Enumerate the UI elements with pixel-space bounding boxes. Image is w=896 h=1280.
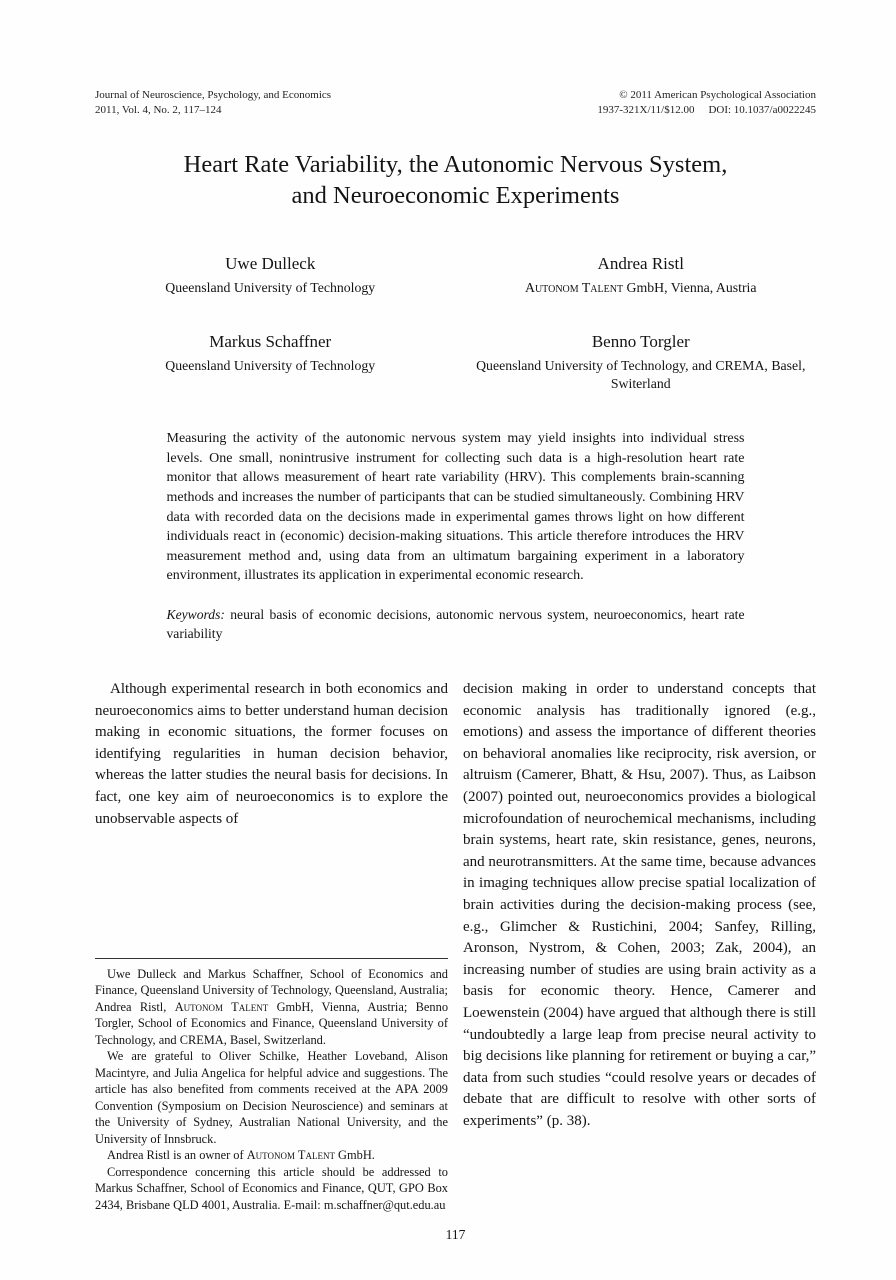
author-note-acknowledgments: We are grateful to Oliver Schilke, Heather Loveband, Alison Macintyre, and Julia Angelica for helpful advice and suggestions. The article has also benefited from comments received at the APA 2009 Convention (Symposium on Decision Neuroscience) and seminars at the University of Sydney, Australian National University, and the University of Innsbruck. [95, 1049, 448, 1146]
paper-title [95, 149, 816, 212]
journal-name: Journal of Neuroscience, Psychology, and Economics [95, 89, 332, 101]
author-note-text: Andrea Ristl is an owner of [107, 1148, 247, 1163]
author-note-text: GmbH, Vienna, Austria; Benno Torgler, School of Economics and Finance, Queensland University of Technology, and CREMA, Basel, Switzerland. [95, 999, 449, 1047]
author-block [95, 254, 816, 394]
author-entry [466, 332, 817, 393]
author-name: Markus Schaffner [209, 332, 332, 352]
issn-text: 1937-321X/11/$12.00 [597, 104, 695, 117]
running-head-right [597, 88, 816, 119]
author-note-disclosure [95, 1147, 448, 1164]
author-affiliation: Queensland University of Technology [165, 358, 376, 374]
author-entry [95, 254, 446, 297]
author-note-text: GmbH. [334, 1148, 375, 1163]
author-affiliation: Queensland University of Technology [165, 279, 376, 295]
author-entry [466, 254, 817, 297]
keywords-text: neural basis of economic decisions, autonomic nervous system, neuroeconomics, heart rate variability [166, 607, 745, 642]
journal-volume-line: 2011, Vol. 4, No. 2, 117–124 [95, 104, 222, 117]
paper-title-line2: and Neuroeconomic Experiments [291, 182, 620, 210]
running-head [95, 88, 816, 119]
body-columns [95, 679, 816, 1213]
copyright-line: © 2011 American Psychological Association [619, 89, 816, 101]
body-column-right [463, 679, 816, 1213]
author-note-smallcaps: Autonom Talent [174, 999, 269, 1014]
author-name: Benno Torgler [591, 332, 690, 352]
body-paragraph-right: decision making in order to understand concepts that economic analysis has traditionally ignored (e.g., emotions) and assess the importance of different theories on behavioral anomalies like reciprocity, risk aversion, or altruism (Camerer, Bhatt, & Hsu, 2007). Thus, as Laibson (2007) pointed out, neuroeconomics provides a biological microfoundation of neurochemical mechanisms, including brain systems, heart rate, skin resistance, genes, neurons, and neurotransmitters. At the same time, because advances in imaging techniques allow precise spatial localization of brain activities during the decision-making process (see, e.g., Glimcher & Rustichini, 2004; Sanfey, Rilling, Aronson, Nystrom, & Cohen, 2003; Zak, 2004), an increasing number of studies are using brain activity as a basis for economic theory. Hence, Camerer and Loewenstein (2004) have argued that although there is still “undoubtedly a large leap from precise neural activity to big decisions like planning for retirement or buying a car,” data from such studies “could resolve years or decades of debate that are difficult to resolve with other sorts of experiments” (p. 38). [463, 681, 816, 1129]
body-column-left [95, 679, 448, 1213]
author-note [95, 958, 448, 1214]
doi-text: DOI: 10.1037/a0022245 [708, 104, 816, 117]
abstract-text: Measuring the activity of the autonomic nervous system may yield insights into individual stress levels. One small, nonintrusive instrument for collecting such data is a high-resolution heart rate monitor that allows measurement of heart rate variability (HRV). This complements brain-scanning methods and increases the number of participants that can be studied simultaneously. Combining HRV data with recorded data on the decisions made in experimental games throws light on how different individuals react in (economic) decision-making situations. This article therefore introduces the HRV measurement method and, using data from an ultimatum bargaining experiment in a laboratory environment, illustrates its application in experimental economic research. [166, 431, 745, 584]
body-paragraph-left: Although experimental research in both economics and neuroeconomics aims to better understand human decision making in economic situations, the former focuses on identifying regularities in human decision behavior, whereas the latter studies the neural basis for decisions. In fact, one key aim of neuroeconomics is to explore the unobservable aspects of [95, 681, 448, 827]
affiliation-smallcaps: Autonom Talent [525, 279, 624, 295]
author-affiliation [466, 279, 817, 297]
paper-title-line1: Heart Rate Variability, the Autonomic Nervous System, [183, 150, 728, 178]
author-entry [95, 332, 446, 393]
running-head-left [95, 88, 331, 119]
keywords-label: Keywords: [166, 607, 225, 623]
author-affiliation: Queensland University of Technology, and CREMA, Basel, Switerland [476, 358, 806, 392]
author-note-text: Uwe Dulleck and Markus Schaffner, School of Economics and Finance, Queensland University of Technology, Queensland, Australia; Andrea Ristl, [95, 966, 448, 1014]
author-note-smallcaps: Autonom Talent [246, 1148, 335, 1163]
author-note-correspondence: Correspondence concerning this article should be addressed to Markus Schaffner, School of Economics and Finance, QUT, GPO Box 2434, Brisbane QLD 4001, Australia. E-mail: m.schaffner@qut.edu.au [95, 1164, 448, 1212]
author-name: Uwe Dulleck [225, 253, 316, 273]
issn-doi-line [597, 103, 816, 118]
keywords-line [167, 605, 745, 643]
author-note-affiliations [95, 966, 448, 1049]
page-number: 117 [445, 1227, 466, 1243]
affiliation-rest: GmbH, Vienna, Austria [623, 279, 757, 295]
author-name: Andrea Ristl [597, 253, 684, 273]
